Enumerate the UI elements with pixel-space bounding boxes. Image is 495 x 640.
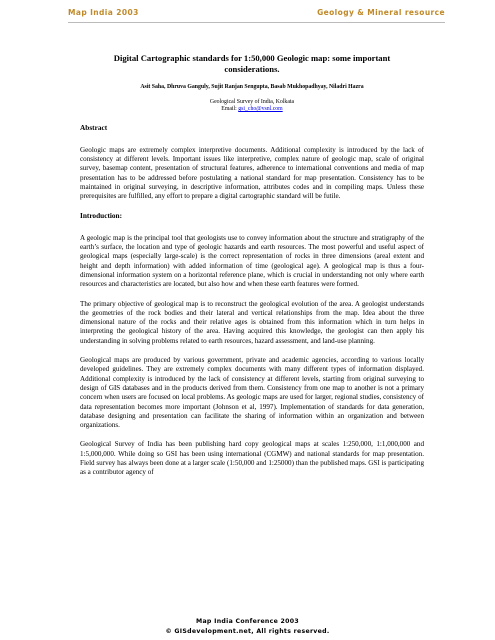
header-divider <box>68 22 445 23</box>
footer-copyright: © GISdevelopment.net, All rights reserved. <box>165 627 330 635</box>
header-section-name: Geology & Mineral resource <box>317 8 445 17</box>
email-label: Email: <box>221 106 237 113</box>
introduction-paragraph: Geological maps are produced by various government, private and academic agencies, according to various locally developed guidelines. They are extremely complex documents with many different types of information displayed. Additional complexity is introduced by the lack of consistency at different levels, starting from original surveying to design of GIS databases and in the products derived from them. Consistency from one map to another is not a primary concern when users are focused on local problems. As geologic maps are used for larger, regional studies, consistency of data representation becomes more important (Johnson et al, 1997). Implementation of standards for data generation, database designing and presentation can facilitate the sharing of information within an organization and between organizations. <box>80 356 424 430</box>
introduction-paragraph: A geologic map is the principal tool that geologists use to convey information about the structure and stratigraphy of the earth’s surface, the location and type of geologic hazards and earth resources. The most powerful and useful aspect of geological maps (especially large-scale) is the correct representation of rocks in three dimensions (areal extent and height and depth information) with added information of time (geological age). A geological map is thus a four-dimensional information system on a horizontal reference plane, which is crucial in understanding not only where earth resources and characteristics are located, but also how and when these earth features were formed. <box>80 233 424 289</box>
paper-title <box>80 53 424 75</box>
email-link[interactable]: gsi_cho@vsnl.com <box>238 106 283 113</box>
affiliation: Geological Survey of India, Kolkata <box>209 99 295 105</box>
introduction-paragraph: The primary objective of geological map is to reconstruct the geological evolution of the area. A geologist understands the geometries of the rock bodies and their lateral and vertical relationships from the map. Idea about the three dimensional nature of the rocks and their relative ages is obtained from this information which in turn helps in interpreting the geological history of the area. Having acquired this knowledge, the geologist can then apply his understanding in solving problems related to earth resources, hazard assessment, and land-use planning. <box>80 299 424 345</box>
paper-body <box>80 53 424 488</box>
footer-conference: Map India Conference 2003 <box>196 618 299 625</box>
running-header <box>68 8 445 20</box>
introduction-heading: Introduction: <box>80 211 123 221</box>
introduction-paragraph: Geological Survey of India has been publishing hard copy geological maps at scales 1:250,000, 1:1,000,000 and 1:5,000,000. While doing so GSI has been using international (CGMW) and national standards for map presentation. Field survey has always been done at a larger scale (1:50,000 and 1:25000) than the published maps. GSI is participating as a contributor agency of <box>80 440 424 477</box>
header-conference-name: Map India 2003 <box>68 8 139 17</box>
abstract-heading: Abstract <box>80 123 108 133</box>
page-footer <box>0 617 495 636</box>
email-line <box>80 106 424 113</box>
paper-title-line-2: considerations. <box>224 64 280 74</box>
abstract-text: Geologic maps are extremely complex interpretive documents. Additional complexity is introduced by the lack of consistency at different levels. Important issues like interpretive, complex nature of geologic map, scale of original survey, basemap content, presentation of structural features, adherence to international conventions and media of map presentation has to be addressed before postulating a national standard for map presentation. Consistency has to be maintained in original surveying, in descriptive information, attributes codes and in compiling maps. Unless these prerequisites are fulfilled, any effort to prepare a digital cartographic standard will be futile. <box>80 145 424 201</box>
paper-title-line-1: Digital Cartographic standards for 1:50,000 Geologic map: some important <box>113 53 391 63</box>
author-list: Asit Saha, Dhruva Ganguly, Sujit Ranjan Sengupta, Basab Mukhopadhyay, Niladri Hazra <box>140 84 364 90</box>
